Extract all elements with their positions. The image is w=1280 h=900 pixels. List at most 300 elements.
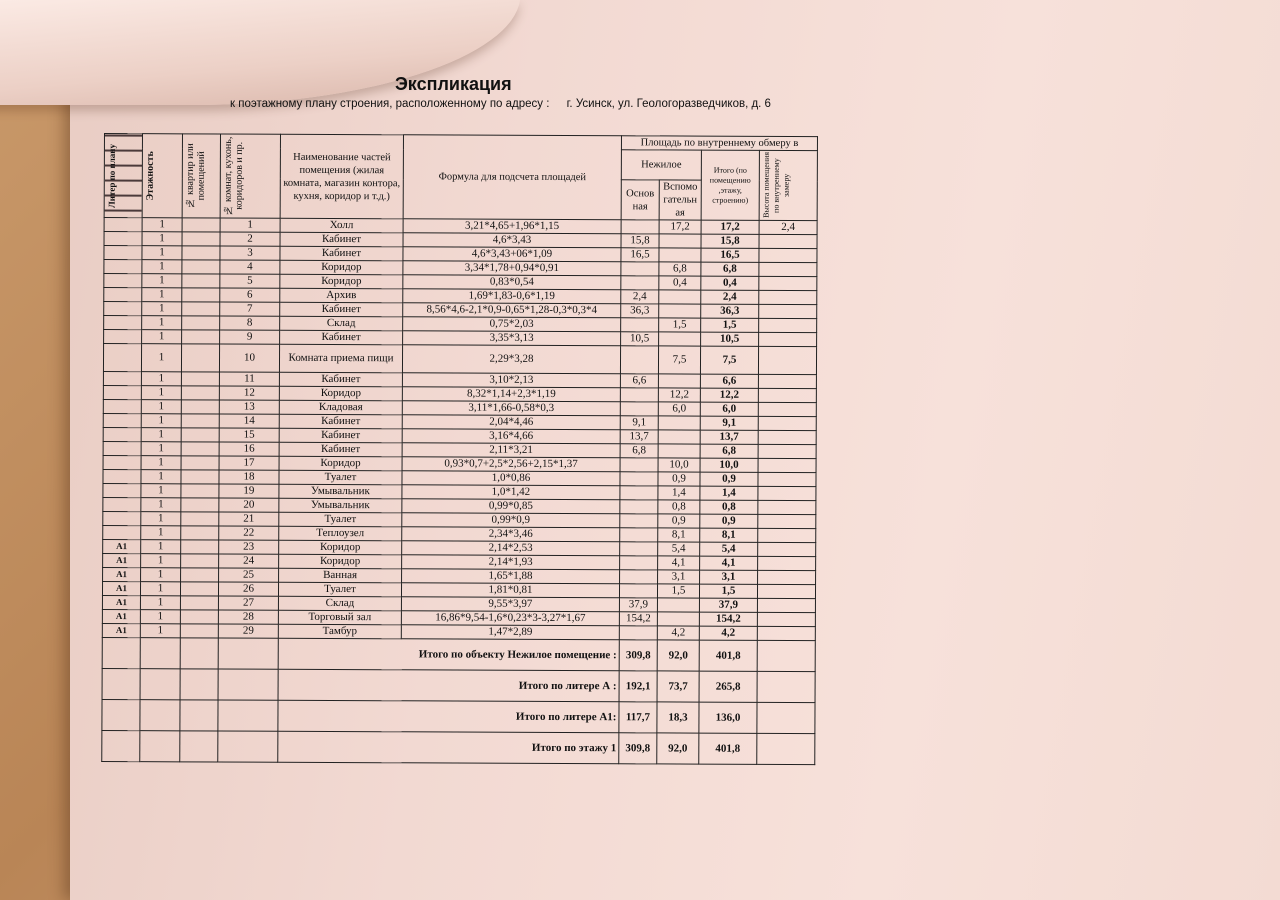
header-area-group: Площадь по внутреннему обмеру в [621, 136, 817, 151]
cell-apt [180, 596, 218, 610]
totals-total: 265,8 [699, 671, 757, 702]
cell-formula: 0,99*0,85 [402, 499, 620, 514]
cell-room-number: 4 [220, 260, 280, 274]
cell-aux [658, 374, 700, 388]
cell-aux: 10,0 [658, 458, 700, 472]
cell-litera: А1 [102, 623, 140, 637]
totals-label: Итого по объекту Нежилое помещение : [278, 638, 619, 670]
cell-aux: 4,2 [657, 626, 699, 640]
cell-main [621, 220, 659, 234]
cell-room-number: 26 [218, 582, 278, 596]
cell-main: 2,4 [621, 290, 659, 304]
cell-total: 0,9 [700, 472, 758, 486]
cell-room-number: 1 [220, 218, 280, 232]
cell-floor: 1 [142, 218, 182, 232]
cell-apt [181, 372, 219, 386]
cell-apt [181, 456, 219, 470]
cell-aux: 12,2 [658, 388, 700, 402]
cell-floor: 1 [141, 386, 181, 400]
cell-main: 6,6 [620, 374, 658, 388]
cell-main: 13,7 [620, 430, 658, 444]
cell-floor: 1 [142, 330, 182, 344]
cell-room-number: 11 [219, 372, 279, 386]
totals-label: Итого по этажу 1 [278, 731, 619, 763]
cell-total: 6,8 [701, 262, 759, 276]
cell-litera [103, 399, 141, 413]
cell-room-number: 2 [220, 232, 280, 246]
cell-name: Коридор [279, 386, 402, 401]
cell-name: Туалет [279, 470, 402, 485]
header-aux: Вспомо гательн ая [659, 180, 701, 220]
cell-formula: 2,29*3,28 [402, 345, 620, 374]
cell-floor: 1 [140, 596, 180, 610]
header-main: Основ ная [621, 180, 659, 220]
cell-formula: 2,34*3,46 [402, 527, 620, 542]
cell-apt [181, 498, 219, 512]
cell-height [758, 416, 816, 430]
cell-main: 6,8 [620, 444, 658, 458]
cell-litera [104, 260, 142, 274]
cell-litera: А1 [102, 595, 140, 609]
cell-total: 1,4 [700, 486, 758, 500]
cell-name: Тамбур [278, 624, 401, 639]
cell-aux: 3,1 [658, 570, 700, 584]
cell-room-number: 6 [220, 288, 280, 302]
cell-litera [102, 730, 140, 761]
cell-aux [658, 416, 700, 430]
cell-apt [180, 638, 218, 669]
cell-aux: 7,5 [658, 346, 700, 374]
cell-floor: 1 [141, 414, 181, 428]
cell-litera: А1 [103, 553, 141, 567]
cell-height [759, 290, 817, 304]
table-row [103, 344, 816, 375]
cell-litera [102, 637, 140, 668]
cell-main: 37,9 [619, 598, 657, 612]
cell-room-number [218, 731, 278, 762]
cell-aux: 6,8 [659, 262, 701, 276]
cell-room-number: 9 [220, 330, 280, 344]
cell-name: Кабинет [280, 246, 403, 261]
cell-name: Кабинет [279, 428, 402, 443]
cell-total: 10,0 [700, 458, 758, 472]
cell-formula: 8,32*1,14+2,3*1,19 [402, 387, 620, 402]
cell-litera [103, 483, 141, 497]
cell-main: 15,8 [621, 234, 659, 248]
cell-floor: 1 [142, 274, 182, 288]
cell-litera [103, 455, 141, 469]
cell-formula: 1,47*2,89 [401, 625, 619, 640]
cell-floor: 1 [141, 372, 181, 386]
cell-formula: 1,69*1,83-0,6*1,19 [403, 289, 621, 304]
cell-litera [103, 427, 141, 441]
cell-floor: 1 [141, 456, 181, 470]
cell-floor: 1 [141, 554, 181, 568]
explication-table-wrapper [101, 133, 818, 765]
cell-floor: 1 [141, 498, 181, 512]
cell-height [758, 458, 816, 472]
totals-row [102, 668, 815, 702]
cell-total: 154,2 [699, 612, 757, 626]
cell-total: 37,9 [699, 598, 757, 612]
cell-room-number: 7 [220, 302, 280, 316]
cell-litera [103, 385, 141, 399]
cell-formula: 4,6*3,43+06*1,09 [403, 247, 621, 262]
cell-litera [104, 274, 142, 288]
cell-main [620, 458, 658, 472]
cell-apt [181, 568, 219, 582]
cell-formula: 3,21*4,65+1,96*1,15 [403, 219, 621, 234]
cell-room-number: 13 [219, 400, 279, 414]
cell-room-number: 8 [220, 316, 280, 330]
cell-height [757, 584, 815, 598]
cell-formula: 1,81*0,81 [401, 583, 619, 598]
cell-main [620, 402, 658, 416]
cell-name: Кабинет [279, 372, 402, 387]
cell-litera [104, 288, 142, 302]
cell-floor [140, 638, 180, 669]
cell-height [759, 262, 817, 276]
header-room-number: № комнат, кухонь, коридоров и пр. [220, 134, 280, 218]
cell-total: 8,1 [700, 528, 758, 542]
cell-floor: 1 [142, 302, 182, 316]
cell-floor: 1 [141, 512, 181, 526]
cell-floor: 1 [141, 540, 181, 554]
cell-apt [180, 624, 218, 638]
header-total: Итого (по помещению ,этажу, строению) [701, 150, 759, 220]
header-nonresidential: Нежилое [621, 150, 701, 180]
cell-height [758, 388, 816, 402]
cell-main [620, 542, 658, 556]
cell-floor: 1 [141, 442, 181, 456]
cell-floor: 1 [141, 400, 181, 414]
totals-height [757, 671, 815, 702]
cell-room-number: 29 [218, 624, 278, 638]
cell-apt [181, 414, 219, 428]
totals-aux: 92,0 [657, 733, 699, 764]
cell-apt [182, 316, 220, 330]
cell-height [759, 248, 817, 262]
cell-apt [182, 260, 220, 274]
cell-name: Коридор [280, 274, 403, 289]
cell-name: Коридор [279, 540, 402, 555]
cell-main [619, 584, 657, 598]
cell-formula: 0,99*0,9 [402, 513, 620, 528]
cell-height [758, 374, 816, 388]
cell-room-number: 22 [219, 526, 279, 540]
cell-formula: 2,14*2,53 [402, 541, 620, 556]
cell-aux: 1,4 [658, 486, 700, 500]
cell-apt [181, 344, 219, 372]
cell-name: Склад [278, 596, 401, 611]
cell-total: 3,1 [700, 570, 758, 584]
cell-total: 2,4 [701, 290, 759, 304]
cell-total: 12,2 [700, 388, 758, 402]
cell-room-number: 17 [219, 456, 279, 470]
totals-label: Итого по литере А : [278, 669, 619, 701]
cell-height [758, 346, 816, 374]
cell-name: Умывальник [279, 484, 402, 499]
cell-aux [659, 290, 701, 304]
cell-height [757, 598, 815, 612]
cell-room-number: 21 [219, 512, 279, 526]
cell-total: 10,5 [701, 332, 759, 346]
cell-total: 16,5 [701, 248, 759, 262]
cell-litera: А1 [102, 581, 140, 595]
cell-aux: 0,4 [659, 276, 701, 290]
header-height: Высота помещения по внутреннему замеру [759, 150, 817, 220]
cell-litera [104, 246, 142, 260]
cell-litera [103, 497, 141, 511]
cell-name: Кабинет [280, 330, 403, 345]
cell-height [758, 500, 816, 514]
totals-total: 401,8 [699, 733, 757, 764]
cell-formula: 1,0*0,86 [402, 471, 620, 486]
cell-room-number: 18 [219, 470, 279, 484]
cell-room-number: 15 [219, 428, 279, 442]
totals-aux: 18,3 [657, 702, 699, 733]
cell-room-number [218, 700, 278, 731]
explication-table [101, 133, 818, 765]
cell-name: Кабинет [279, 442, 402, 457]
cell-litera [104, 316, 142, 330]
totals-height [757, 702, 815, 733]
cell-formula: 9,55*3,97 [401, 597, 619, 612]
cell-room-number [218, 669, 278, 700]
cell-main [620, 514, 658, 528]
cell-formula: 8,56*4,6-2,1*0,9-0,65*1,28-0,3*0,3*4 [403, 303, 621, 318]
cell-formula: 2,11*3,21 [402, 443, 620, 458]
cell-formula: 3,11*1,66-0,58*0,3 [402, 401, 620, 416]
cell-aux: 6,0 [658, 402, 700, 416]
cell-name: Кладовая [279, 400, 402, 415]
cell-litera [102, 668, 140, 699]
cell-apt [181, 526, 219, 540]
cell-main [620, 486, 658, 500]
cell-main: 9,1 [620, 416, 658, 430]
cell-name: Кабинет [280, 232, 403, 247]
cell-apt [181, 484, 219, 498]
cell-name: Склад [280, 316, 403, 331]
totals-height [757, 733, 815, 764]
cell-height [758, 402, 816, 416]
cell-apt [180, 582, 218, 596]
cell-formula: 16,86*9,54-1,6*0,23*3-3,27*1,67 [401, 611, 619, 626]
cell-litera [103, 441, 141, 455]
cell-litera [103, 413, 141, 427]
cell-room-number: 19 [219, 484, 279, 498]
cell-formula: 0,93*0,7+2,5*2,56+2,15*1,37 [402, 457, 620, 472]
cell-aux [657, 612, 699, 626]
cell-apt [181, 540, 219, 554]
cell-litera: А1 [103, 567, 141, 581]
cell-formula: 1,0*1,42 [402, 485, 620, 500]
header-floor: Этажность [142, 134, 182, 218]
totals-main: 309,8 [619, 640, 657, 671]
cell-aux [659, 234, 701, 248]
cell-floor [140, 700, 180, 731]
cell-formula: 3,35*3,13 [403, 331, 621, 346]
cell-room-number: 14 [219, 414, 279, 428]
cell-height [758, 472, 816, 486]
cell-main: 16,5 [621, 248, 659, 262]
cell-main [620, 388, 658, 402]
cell-formula: 4,6*3,43 [403, 233, 621, 248]
cell-room-number: 10 [219, 344, 279, 372]
cell-total: 36,3 [701, 304, 759, 318]
cell-main: 36,3 [621, 304, 659, 318]
cell-room-number [218, 638, 278, 669]
cell-height [759, 304, 817, 318]
cell-litera: А1 [102, 609, 140, 623]
cell-main: 10,5 [621, 332, 659, 346]
address-text: г. Усинск, ул. Геологоразведчиков, д. 6 [566, 98, 771, 110]
cell-name: Теплоузел [279, 526, 402, 541]
cell-litera: А1 [103, 539, 141, 553]
cell-aux [659, 332, 701, 346]
cell-floor: 1 [142, 316, 182, 330]
cell-total: 4,1 [700, 556, 758, 570]
cell-room-number: 20 [219, 498, 279, 512]
cell-floor: 1 [140, 624, 180, 638]
cell-name: Туалет [278, 582, 401, 597]
cell-floor: 1 [141, 470, 181, 484]
totals-main: 117,7 [619, 702, 657, 733]
cell-aux: 0,8 [658, 500, 700, 514]
cell-name: Кабинет [280, 302, 403, 317]
cell-formula: 0,75*2,03 [403, 317, 621, 332]
cell-apt [182, 274, 220, 288]
totals-body [102, 637, 816, 764]
cell-height [758, 556, 816, 570]
cell-total: 4,2 [699, 626, 757, 640]
totals-aux: 73,7 [657, 671, 699, 702]
cell-name: Туалет [279, 512, 402, 527]
cell-formula: 1,65*1,88 [402, 569, 620, 584]
header-formula: Формула для подсчета площадей [403, 135, 621, 220]
cell-floor [140, 731, 180, 762]
cell-litera [103, 469, 141, 483]
cell-main [620, 528, 658, 542]
totals-height [757, 640, 815, 671]
cell-aux: 0,9 [658, 472, 700, 486]
header-apt: № квартир или помещений [182, 134, 220, 218]
document-title: Экспликация [395, 74, 512, 94]
cell-main [621, 276, 659, 290]
totals-total: 401,8 [699, 640, 757, 671]
cell-name: Холл [280, 218, 403, 233]
cell-apt [180, 610, 218, 624]
totals-label: Итого по литере А1: [278, 700, 619, 732]
cell-floor: 1 [140, 610, 180, 624]
cell-formula: 0,83*0,54 [403, 275, 621, 290]
cell-litera [104, 218, 142, 232]
cell-floor: 1 [142, 232, 182, 246]
cell-floor: 1 [140, 582, 180, 596]
cell-name: Ванная [279, 568, 402, 583]
document-subtitle [230, 98, 810, 110]
cell-litera [104, 232, 142, 246]
cell-apt [180, 669, 218, 700]
cell-height [757, 612, 815, 626]
cell-name: Коридор [279, 554, 402, 569]
cell-room-number: 23 [219, 540, 279, 554]
cell-total: 7,5 [700, 346, 758, 374]
cell-total: 0,4 [701, 276, 759, 290]
cell-apt [182, 302, 220, 316]
cell-main [620, 346, 658, 374]
cell-floor: 1 [142, 260, 182, 274]
cell-height: 2,4 [759, 220, 817, 234]
cell-apt [181, 400, 219, 414]
cell-aux: 5,4 [658, 542, 700, 556]
totals-aux: 92,0 [657, 640, 699, 671]
cell-litera [103, 344, 141, 372]
cell-room-number: 16 [219, 442, 279, 456]
cell-main [620, 556, 658, 570]
cell-apt [180, 731, 218, 762]
cell-aux: 17,2 [659, 220, 701, 234]
cell-total: 6,0 [700, 402, 758, 416]
cell-apt [182, 246, 220, 260]
cell-room-number: 25 [219, 568, 279, 582]
cell-height [759, 276, 817, 290]
totals-total: 136,0 [699, 702, 757, 733]
cell-total: 0,9 [700, 514, 758, 528]
cell-formula: 3,10*2,13 [402, 373, 620, 388]
cell-height [759, 332, 817, 346]
cell-height [758, 570, 816, 584]
cell-litera [104, 330, 142, 344]
cell-main [620, 570, 658, 584]
cell-litera [104, 302, 142, 316]
cell-apt [182, 330, 220, 344]
cell-name: Торговый зал [278, 610, 401, 625]
cell-apt [181, 442, 219, 456]
cell-name: Коридор [280, 260, 403, 275]
cell-aux: 0,9 [658, 514, 700, 528]
cell-height [758, 486, 816, 500]
cell-total: 15,8 [701, 234, 759, 248]
cell-total: 6,8 [700, 444, 758, 458]
cell-main [621, 318, 659, 332]
cell-aux: 4,1 [658, 556, 700, 570]
cell-apt [181, 428, 219, 442]
cell-height [758, 430, 816, 444]
cell-litera [103, 511, 141, 525]
cell-height [758, 514, 816, 528]
cell-litera [103, 371, 141, 385]
cell-height [758, 528, 816, 542]
cell-floor: 1 [142, 288, 182, 302]
header-name: Наименование частей помещения (жилая комната, магазин контора, кухня, коридор и т.д.) [280, 134, 403, 219]
cell-apt [182, 232, 220, 246]
cell-litera [103, 525, 141, 539]
totals-row [102, 637, 815, 671]
cell-height [758, 542, 816, 556]
cell-main [619, 626, 657, 640]
cell-height [758, 444, 816, 458]
cell-room-number: 24 [219, 554, 279, 568]
cell-height [757, 626, 815, 640]
cell-total: 5,4 [700, 542, 758, 556]
cell-aux: 1,5 [659, 318, 701, 332]
cell-floor: 1 [141, 484, 181, 498]
subtitle-text: к поэтажному плану строения, расположенному по адресу : [230, 98, 550, 110]
cell-floor: 1 [141, 344, 181, 372]
cell-formula: 2,04*4,46 [402, 415, 620, 430]
cell-formula: 2,14*1,93 [402, 555, 620, 570]
